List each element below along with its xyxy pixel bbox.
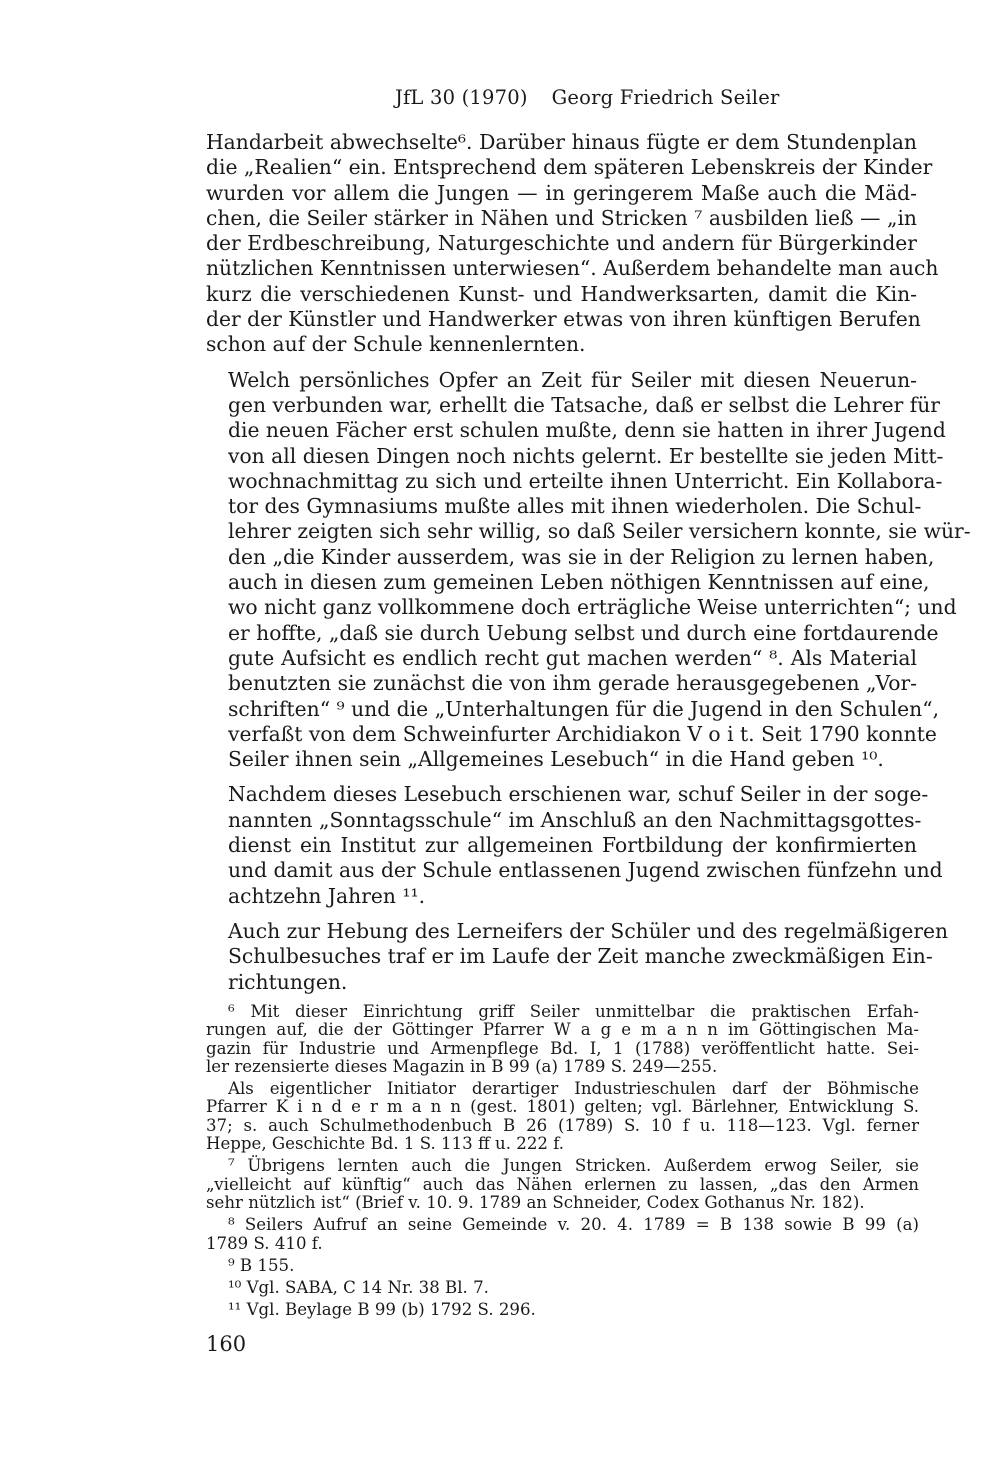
text-line: Schulbesuches traf er im Laufe der Zeit manche zweckmäßigen Ein- (228, 944, 933, 969)
text-line: Nachdem dieses Lesebuch erschienen war, schuf Seiler in der soge- (228, 782, 929, 807)
footnote-line: ¹¹ Vgl. Beylage B 99 (b) 1792 S. 296. (228, 1300, 536, 1320)
footnote-line: ⁶ Mit dieser Einrichtung griff Seiler unmittelbar die praktischen Erfah- (228, 1002, 919, 1021)
footnote (206, 1216, 919, 1253)
paragraph (206, 130, 939, 358)
paragraph (206, 367, 971, 773)
text-line: gute Aufsicht es endlich recht gut machen werden“ ⁸. Als Material (228, 645, 917, 670)
page-number: 160 (206, 1332, 247, 1356)
footnote-line: ⁸ Seilers Aufruf an seine Gemeinde v. 20. 4. 1789 = B 138 sowie B 99 (a) (228, 1215, 919, 1235)
text-line: achtzehn Jahren ¹¹. (228, 883, 426, 908)
footnote-line: Pfarrer K i n d e r m a n n (gest. 1801) gelten; vgl. Bärlehner, Entwicklung S. (206, 1097, 919, 1117)
text-line: lehrer zeigten sich sehr willig, so daß Seiler versichern konnte, sie wür- (228, 519, 971, 544)
text-line: Handarbeit abwechselte⁶. Darüber hinaus fügte er dem Stundenplan (206, 130, 917, 154)
text-line: die neuen Fächer erst schulen mußte, denn sie hatten in ihrer Jugend (228, 418, 946, 443)
text-line: wochnachmittag zu sich und erteilte ihnen Unterricht. Ein Kollabora- (228, 468, 943, 493)
footnote-line: gazin für Industrie und Armenpflege Bd. I, 1 (1788) veröffentlicht hatte. Sei- (206, 1038, 919, 1058)
text-line: verfaßt von dem Schweinfurter Archidiakon V o i t. Seit 1790 konnte (228, 721, 937, 746)
journal-reference: JfL 30 (1970) (395, 86, 528, 109)
text-line: gen verbunden war, erhellt die Tatsache, daß er selbst die Lehrer für (228, 392, 940, 417)
text-line: dienst ein Institut zur allgemeinen Fortbildung der konfirmierten (228, 833, 917, 858)
text-line: die „Realien“ ein. Entsprechend dem späteren Lebenskreis der Kinder (206, 155, 933, 180)
text-line: kurz die verschiedenen Kunst- und Handwerksarten, damit die Kin- (206, 281, 917, 306)
paragraph (206, 782, 943, 908)
footnote-line: Als eigentlicher Initiator derartiger Industrieschulen darf der Böhmische (228, 1079, 919, 1099)
text-line: Welch persönliches Opfer an Zeit für Seiler mit diesen Neuerun- (228, 367, 917, 392)
text-line: tor des Gymnasiums mußte alles mit ihnen wiederholen. Die Schul- (228, 494, 922, 519)
text-line: wurden vor allem die Jungen — in geringerem Maße auch die Mäd- (206, 180, 917, 205)
footnote-line: rungen auf, die der Göttinger Pfarrer W a g e m a n n im Göttingischen Ma- (206, 1020, 919, 1040)
footnote (206, 1157, 919, 1212)
text-line: schon auf der Schule kennenlernten. (206, 332, 586, 357)
footnotes (206, 1003, 919, 1320)
footnote (206, 1257, 919, 1275)
text-line: benutzten sie zunächst die von ihm gerade herausgegebenen „Vor- (228, 671, 917, 696)
text-line: er hoffte, „daß sie durch Uebung selbst und durch eine fortdaurende (228, 620, 939, 645)
paragraph (206, 918, 949, 995)
text-line: nannten „Sonntagsschule“ im Anschluß an den Nachmittagsgottes- (228, 807, 922, 832)
text-line: Auch zur Hebung des Lerneifers der Schüler und des regelmäßigeren (228, 918, 949, 943)
text-line: nützlichen Kenntnissen unterwiesen“. Außerdem behandelte man auch (206, 256, 939, 281)
text-line: den „die Kinder ausserdem, was sie in der Religion zu lernen haben, (228, 544, 935, 569)
footnote-line: Heppe, Geschichte Bd. 1 S. 113 ff u. 222 f. (206, 1134, 565, 1154)
footnote-line: ⁹ B 155. (228, 1255, 295, 1275)
text-line: und damit aus der Schule entlassenen Jugend zwischen fünfzehn und (228, 858, 943, 883)
footnote-line: 1789 S. 410 f. (206, 1233, 323, 1253)
footnote (206, 1080, 919, 1153)
text-line: von all diesen Dingen noch nichts gelernt. Er bestellte sie jeden Mitt- (228, 443, 944, 468)
running-head (395, 86, 779, 109)
text-line: richtungen. (228, 969, 348, 994)
footnote-line: ler rezensierte dieses Magazin in B 99 (a) 1789 S. 249—255. (206, 1056, 718, 1076)
text-line: der Erdbeschreibung, Naturgeschichte und andern für Bürgerkinder (206, 231, 917, 256)
footnote-line: ⁷ Übrigens lernten auch die Jungen Stricken. Außerdem erwog Seiler, sie (228, 1156, 919, 1176)
running-head-author: Georg Friedrich Seiler (551, 86, 780, 109)
footnote (206, 1301, 919, 1319)
text-line: der der Künstler und Handwerker etwas von ihren künftigen Berufen (206, 307, 921, 332)
text-line: chen, die Seiler stärker in Nähen und Stricken ⁷ ausbilden ließ — „in (206, 205, 917, 230)
footnote-line: „vielleicht auf künftig“ auch das Nähen erlernen zu lassen, „das den Armen (206, 1174, 919, 1194)
text-line: auch in diesen zum gemeinen Leben nöthigen Kenntnissen auf eine, (228, 570, 930, 595)
text-line: Seiler ihnen sein „Allgemeines Lesebuch“ in die Hand geben ¹⁰. (228, 747, 884, 772)
text-line: schriften“ ⁹ und die „Unterhaltungen für die Jugend in den Schulen“, (228, 696, 940, 721)
body-text (206, 130, 971, 995)
footnote-line: 37; s. auch Schulmethodenbuch B 26 (1789) S. 10 f u. 118—123. Vgl. ferner (206, 1115, 919, 1135)
footnote (206, 1003, 919, 1076)
footnote (206, 1279, 919, 1297)
text-line: wo nicht ganz vollkommene doch erträgliche Weise unterrichten“; und (228, 595, 957, 620)
footnote-line: sehr nützlich ist“ (Brief v. 10. 9. 1789 an Schneider, Codex Gothanus Nr. 182). (206, 1192, 865, 1212)
footnote-line: ¹⁰ Vgl. SABA, C 14 Nr. 38 Bl. 7. (228, 1278, 489, 1298)
